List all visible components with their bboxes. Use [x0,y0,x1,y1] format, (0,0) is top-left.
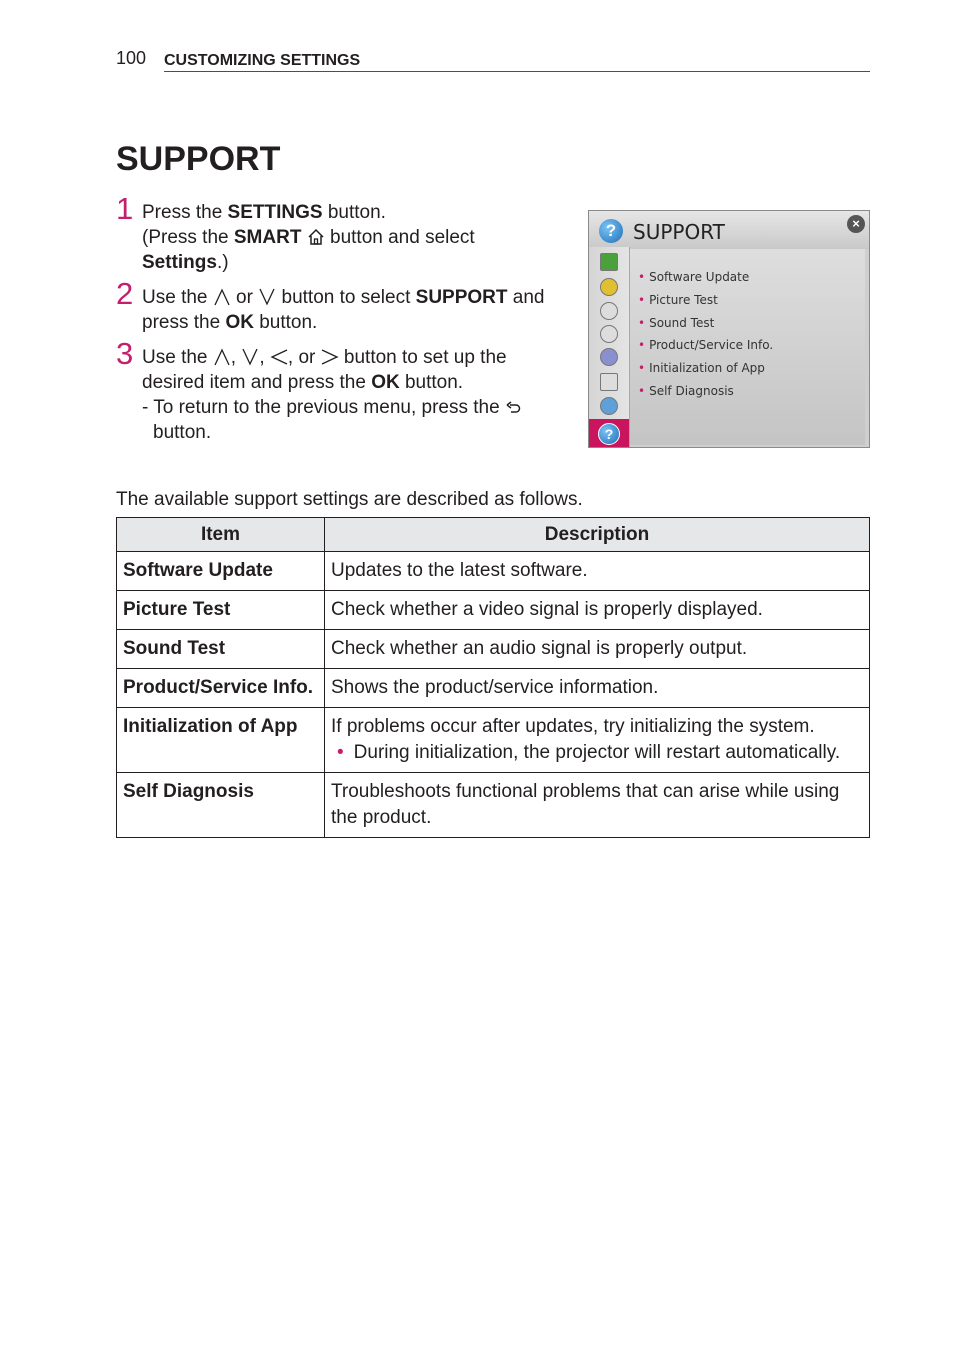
lock-icon[interactable] [600,348,618,366]
help-icon: ? [598,423,620,445]
menu-panel [630,249,865,445]
description-text: If problems occur after updates, try initializing the system. [331,716,815,737]
step-1-line-1: Press the SETTINGS button. [142,202,386,223]
item-cell: Picture Test [117,591,325,630]
support-settings-table [116,517,870,838]
menu-sidebar [589,247,630,448]
home-icon [307,228,325,246]
page-title: SUPPORT [116,140,281,178]
step-2 [116,276,576,335]
help-icon: ? [599,219,623,243]
menu-item[interactable]: • Sound Test [638,316,715,330]
menu-titlebar [589,211,869,249]
down-arrow-icon [258,288,276,306]
table-row [117,591,870,630]
item-cell: Self Diagnosis [117,773,325,838]
menu-item[interactable]: • Software Update [638,270,750,284]
description-cell: Shows the product/service information. [325,669,870,708]
step-3-line-4: button. [153,422,212,443]
down-arrow-icon [241,348,259,366]
close-icon[interactable]: × [847,215,865,233]
step-3-line-2: desired item and press the OK button. [142,372,464,393]
steps-list [116,191,576,455]
item-cell: Software Update [117,552,325,591]
menu-item[interactable]: • Self Diagnosis [638,384,734,398]
right-arrow-icon [321,348,339,366]
column-header-item: Item [117,518,325,552]
table-row [117,669,870,708]
table-row [117,773,870,838]
description-cell: Check whether a video signal is properly displayed. [325,591,870,630]
table-row [117,708,870,773]
description-cell: Updates to the latest software. [325,552,870,591]
step-3-line-1: Use the , , , or button to set up the [142,347,507,368]
page-number: 100 [116,48,147,68]
step-2-line-1: Use the or button to select SUPPORT and [142,287,545,308]
item-cell: Initialization of App [117,708,325,773]
sound-icon[interactable] [600,278,618,296]
step-3-line-3: - To return to the previous menu, press the [142,395,576,420]
table-row [117,552,870,591]
bullet-icon: • [337,742,344,763]
description-cell [325,708,870,773]
up-arrow-icon [213,348,231,366]
table-header-row [117,518,870,552]
step-1 [116,191,576,275]
left-arrow-icon [270,348,288,366]
step-1-line-2: (Press the SMART button and select [142,227,475,248]
menu-item[interactable]: • Initialization of App [638,361,765,375]
bullet-note: • During initialization, the projector will restart automatically. [337,742,841,763]
back-icon [505,400,521,416]
description-cell: Troubleshoots functional problems that can arise while using the product. [325,773,870,838]
column-header-description: Description [325,518,870,552]
intro-text: The available support settings are described as follows. [116,489,583,510]
step-2-line-2: press the OK button. [142,312,318,333]
setup-icon[interactable] [600,302,618,320]
up-arrow-icon [213,288,231,306]
step-3 [116,336,576,445]
table-row [117,630,870,669]
header-rule [164,71,870,72]
clock-icon[interactable] [600,325,618,343]
network-icon[interactable] [600,397,618,415]
step-number: 2 [116,276,134,311]
menu-item[interactable]: • Picture Test [638,293,718,307]
option-icon[interactable] [600,373,618,391]
support-menu-screenshot [588,210,870,448]
step-number: 1 [116,191,134,226]
description-cell: Check whether an audio signal is properly output. [325,630,870,669]
menu-title: SUPPORT [633,220,725,244]
sidebar-item-support[interactable] [589,419,629,448]
step-number: 3 [116,336,134,371]
menu-item[interactable]: • Product/Service Info. [638,338,774,352]
section-title: CUSTOMIZING SETTINGS [164,52,361,69]
item-cell: Product/Service Info. [117,669,325,708]
picture-icon[interactable] [600,253,618,271]
step-1-line-3: Settings.) [142,252,229,273]
item-cell: Sound Test [117,630,325,669]
